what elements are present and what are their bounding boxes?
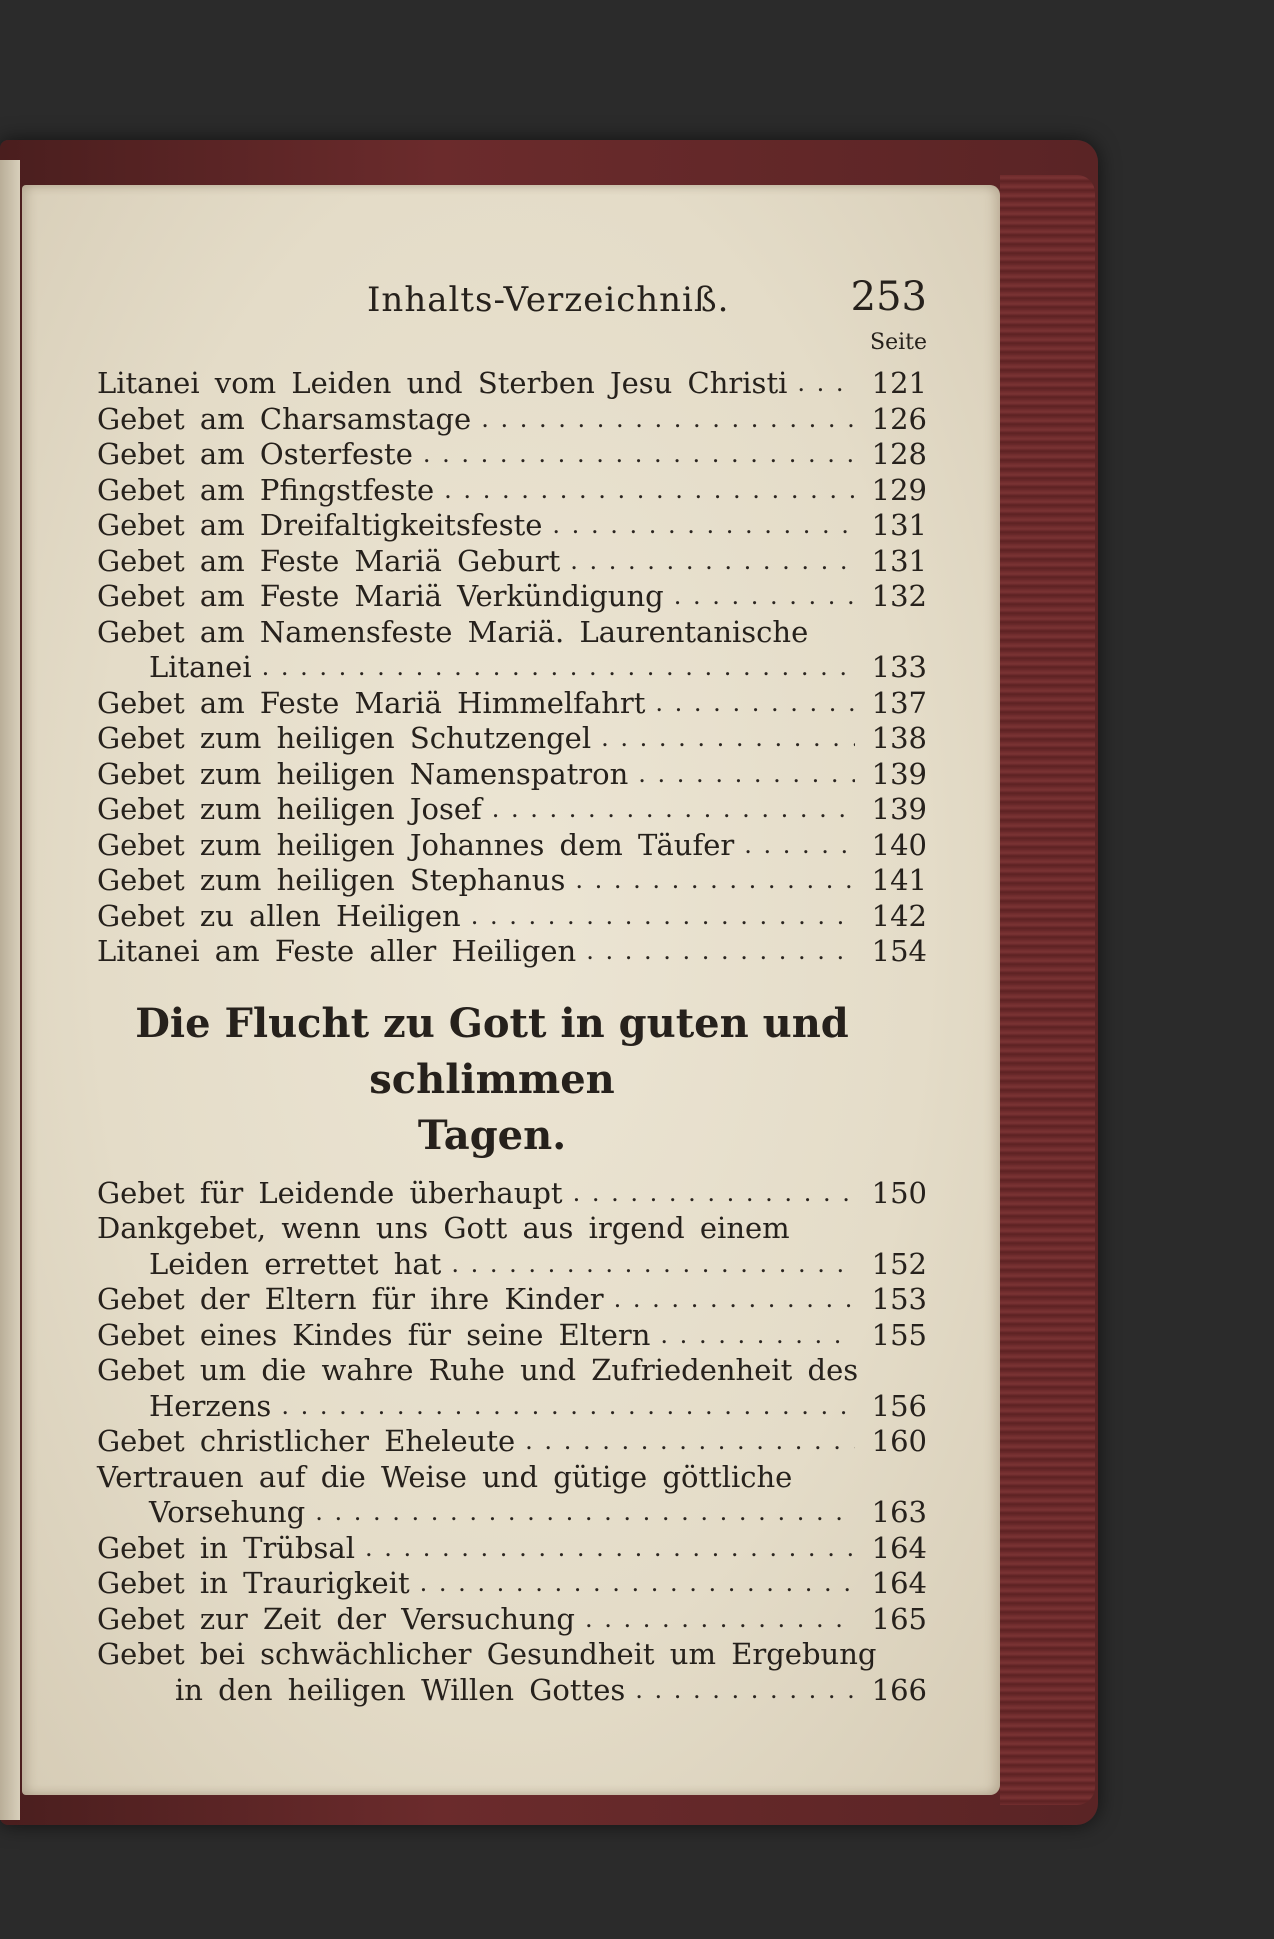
toc-entry-title: Litanei am Feste aller Heiligen xyxy=(97,934,577,968)
toc-entry-title-cont: in den heiligen Willen Gottes xyxy=(175,1672,626,1707)
toc-entry-page: 128 xyxy=(871,437,927,471)
toc-entry xyxy=(97,1282,927,1318)
seite-label: Seite xyxy=(870,330,927,355)
toc-entry-page: 141 xyxy=(871,863,927,897)
toc-entry-title-cont: Litanei xyxy=(149,650,252,684)
toc-entry-title: Gebet am Feste Mariä Geburt xyxy=(97,543,561,578)
toc-entry xyxy=(97,366,927,402)
toc-entry xyxy=(97,579,927,615)
leader-dots xyxy=(552,508,855,544)
leader-dots xyxy=(635,1673,855,1709)
leader-dots xyxy=(262,650,855,686)
toc-entry-page: 139 xyxy=(871,756,927,791)
running-head xyxy=(97,274,927,330)
toc-entry xyxy=(97,508,927,544)
toc-entry-page: 166 xyxy=(871,1672,927,1707)
toc-entry-page: 156 xyxy=(871,1388,927,1423)
toc-entry-title-cont: Vorsehung xyxy=(149,1495,306,1529)
leader-dots xyxy=(638,757,855,793)
toc-entry-title: Gebet in Trübsal xyxy=(97,1530,355,1565)
leader-dots xyxy=(492,792,855,828)
toc-entry xyxy=(97,1602,927,1638)
toc-entry-title: Gebet am Charsamstage xyxy=(97,401,472,436)
toc-entry-first-line xyxy=(97,1637,927,1673)
leader-dots xyxy=(744,828,855,864)
book-page xyxy=(22,185,1000,1795)
toc-entry-continuation xyxy=(97,1673,927,1709)
toc-entry xyxy=(97,1424,927,1460)
page-number: 253 xyxy=(850,274,927,320)
leader-dots xyxy=(586,934,855,970)
toc-entry-first-line xyxy=(97,1211,927,1247)
toc-entry xyxy=(97,757,927,793)
book-cover-edge xyxy=(1000,175,1095,1805)
toc-entry-title: Gebet um die wahre Ruhe und Zufriedenheit des xyxy=(97,1353,859,1387)
toc-entry xyxy=(97,473,927,509)
toc-entry-title: Gebet zum heiligen Stephanus xyxy=(97,863,566,897)
toc-entry-page: 154 xyxy=(871,934,927,968)
toc-entry-page: 152 xyxy=(871,1246,927,1281)
toc-entry-page: 131 xyxy=(871,508,927,542)
toc-entry-page: 137 xyxy=(871,685,927,720)
toc-section-1 xyxy=(97,366,927,970)
toc-entry xyxy=(97,721,927,757)
toc-entry-page: 133 xyxy=(871,650,927,684)
leader-dots xyxy=(585,1602,855,1638)
leader-dots xyxy=(365,1531,855,1567)
toc-entry-title: Dankgebet, wenn uns Gott aus irgend einem xyxy=(97,1211,790,1245)
toc-entry xyxy=(97,437,927,473)
toc-entry-page: 165 xyxy=(871,1601,927,1636)
toc-entry-page: 150 xyxy=(871,1175,927,1210)
toc-entry-title: Gebet am Osterfeste xyxy=(97,437,413,471)
toc-entry-continuation xyxy=(97,650,927,686)
toc-entry-title-cont: Leiden errettet hat xyxy=(149,1246,442,1281)
toc-entry-title: Gebet am Feste Mariä Verkündigung xyxy=(97,579,664,613)
section-heading-line-2: Tagen. xyxy=(417,1111,567,1159)
leader-dots xyxy=(420,1566,855,1602)
toc-entry-first-line xyxy=(97,615,927,651)
leader-dots xyxy=(471,899,855,935)
toc-entry xyxy=(97,1566,927,1602)
leader-dots xyxy=(525,1424,855,1460)
toc-entry xyxy=(97,1176,927,1212)
toc-entry-title: Gebet am Dreifaltigkeitsfeste xyxy=(97,508,543,542)
leader-dots xyxy=(660,1318,855,1354)
section-heading-line-1: Die Flucht zu Gott in guten und schlimmen xyxy=(135,999,849,1103)
toc-entry-title: Gebet eines Kindes für seine Eltern xyxy=(97,1317,651,1352)
toc-entry-page: 153 xyxy=(871,1282,927,1316)
toc-entry-page: 129 xyxy=(871,472,927,507)
leader-dots xyxy=(601,721,855,757)
leader-dots xyxy=(674,579,855,615)
toc-entry-title: Vertrauen auf die Weise und gütige göttliche xyxy=(97,1459,793,1494)
running-title: Inhalts-Verzeichniß. xyxy=(367,280,730,320)
leader-dots xyxy=(315,1495,855,1531)
toc-entry-continuation xyxy=(97,1495,927,1531)
toc-entry-page: 164 xyxy=(871,1566,927,1600)
toc-entry-title: Gebet in Traurigkeit xyxy=(97,1566,410,1600)
toc-entry xyxy=(97,544,927,580)
toc-entry-page: 126 xyxy=(871,401,927,436)
toc-entry-title: Litanei vom Leiden und Sterben Jesu Christi xyxy=(97,366,788,400)
toc-entry xyxy=(97,792,927,828)
leader-dots xyxy=(444,473,855,509)
leader-dots xyxy=(570,544,855,580)
toc-entry-continuation xyxy=(97,1389,927,1425)
toc-entry-page: 131 xyxy=(871,543,927,578)
toc-entry xyxy=(97,863,927,899)
toc-entry-title: Gebet zum heiligen Schutzengel xyxy=(97,721,592,755)
toc-entry xyxy=(97,686,927,722)
toc-entry-title: Gebet am Pfingstfeste xyxy=(97,472,435,507)
section-heading xyxy=(97,996,927,1164)
toc-entry-page: 164 xyxy=(871,1530,927,1565)
toc-entry-page: 160 xyxy=(871,1424,927,1458)
leader-dots xyxy=(797,366,855,402)
toc-section-2 xyxy=(97,1176,927,1709)
toc-entry-page: 132 xyxy=(871,579,927,613)
leader-dots xyxy=(423,437,855,473)
toc-entry-title: Gebet am Feste Mariä Himmelfahrt xyxy=(97,685,646,720)
toc-entry-title: Gebet zu allen Heiligen xyxy=(97,898,461,933)
leader-dots xyxy=(451,1247,855,1283)
leader-dots xyxy=(614,1282,855,1318)
leader-dots xyxy=(573,1176,855,1212)
toc-entry-page: 163 xyxy=(871,1495,927,1529)
leader-dots xyxy=(575,863,855,899)
toc-entry-first-line xyxy=(97,1353,927,1389)
toc-entry-page: 121 xyxy=(871,366,927,400)
toc-entry-title: Gebet für Leidende überhaupt xyxy=(97,1175,563,1210)
toc-entry-title: Gebet zum heiligen Namenspatron xyxy=(97,756,629,791)
toc-entry-title: Gebet zur Zeit der Versuchung xyxy=(97,1601,575,1636)
toc-entry-page: 140 xyxy=(871,827,927,862)
toc-entry xyxy=(97,828,927,864)
toc-entry-title: Gebet am Namensfeste Mariä. Laurentanische xyxy=(97,614,809,649)
text-column xyxy=(97,274,927,1708)
toc-entry-title: Gebet zum heiligen Josef xyxy=(97,792,482,826)
toc-entry-title-cont: Herzens xyxy=(149,1388,272,1423)
toc-entry-page: 139 xyxy=(871,792,927,826)
toc-entry xyxy=(97,1318,927,1354)
toc-entry-page: 138 xyxy=(871,721,927,755)
toc-entry-title: Gebet bei schwächlicher Gesundheit um Ergebung xyxy=(97,1637,877,1671)
toc-entry-continuation xyxy=(97,1247,927,1283)
previous-page-edge xyxy=(0,160,20,1820)
toc-entry-title: Gebet der Eltern für ihre Kinder xyxy=(97,1282,604,1316)
toc-entry-first-line xyxy=(97,1460,927,1496)
toc-entry-title: Gebet zum heiligen Johannes dem Täufer xyxy=(97,827,735,862)
leader-dots xyxy=(481,402,855,438)
toc-entry-page: 142 xyxy=(871,898,927,933)
toc-entry xyxy=(97,402,927,438)
toc-entry-page: 155 xyxy=(871,1317,927,1352)
leader-dots xyxy=(281,1389,855,1425)
toc-entry xyxy=(97,899,927,935)
toc-entry xyxy=(97,934,927,970)
leader-dots xyxy=(655,686,855,722)
toc-entry xyxy=(97,1531,927,1567)
toc-entry-title: Gebet christlicher Eheleute xyxy=(97,1424,516,1458)
